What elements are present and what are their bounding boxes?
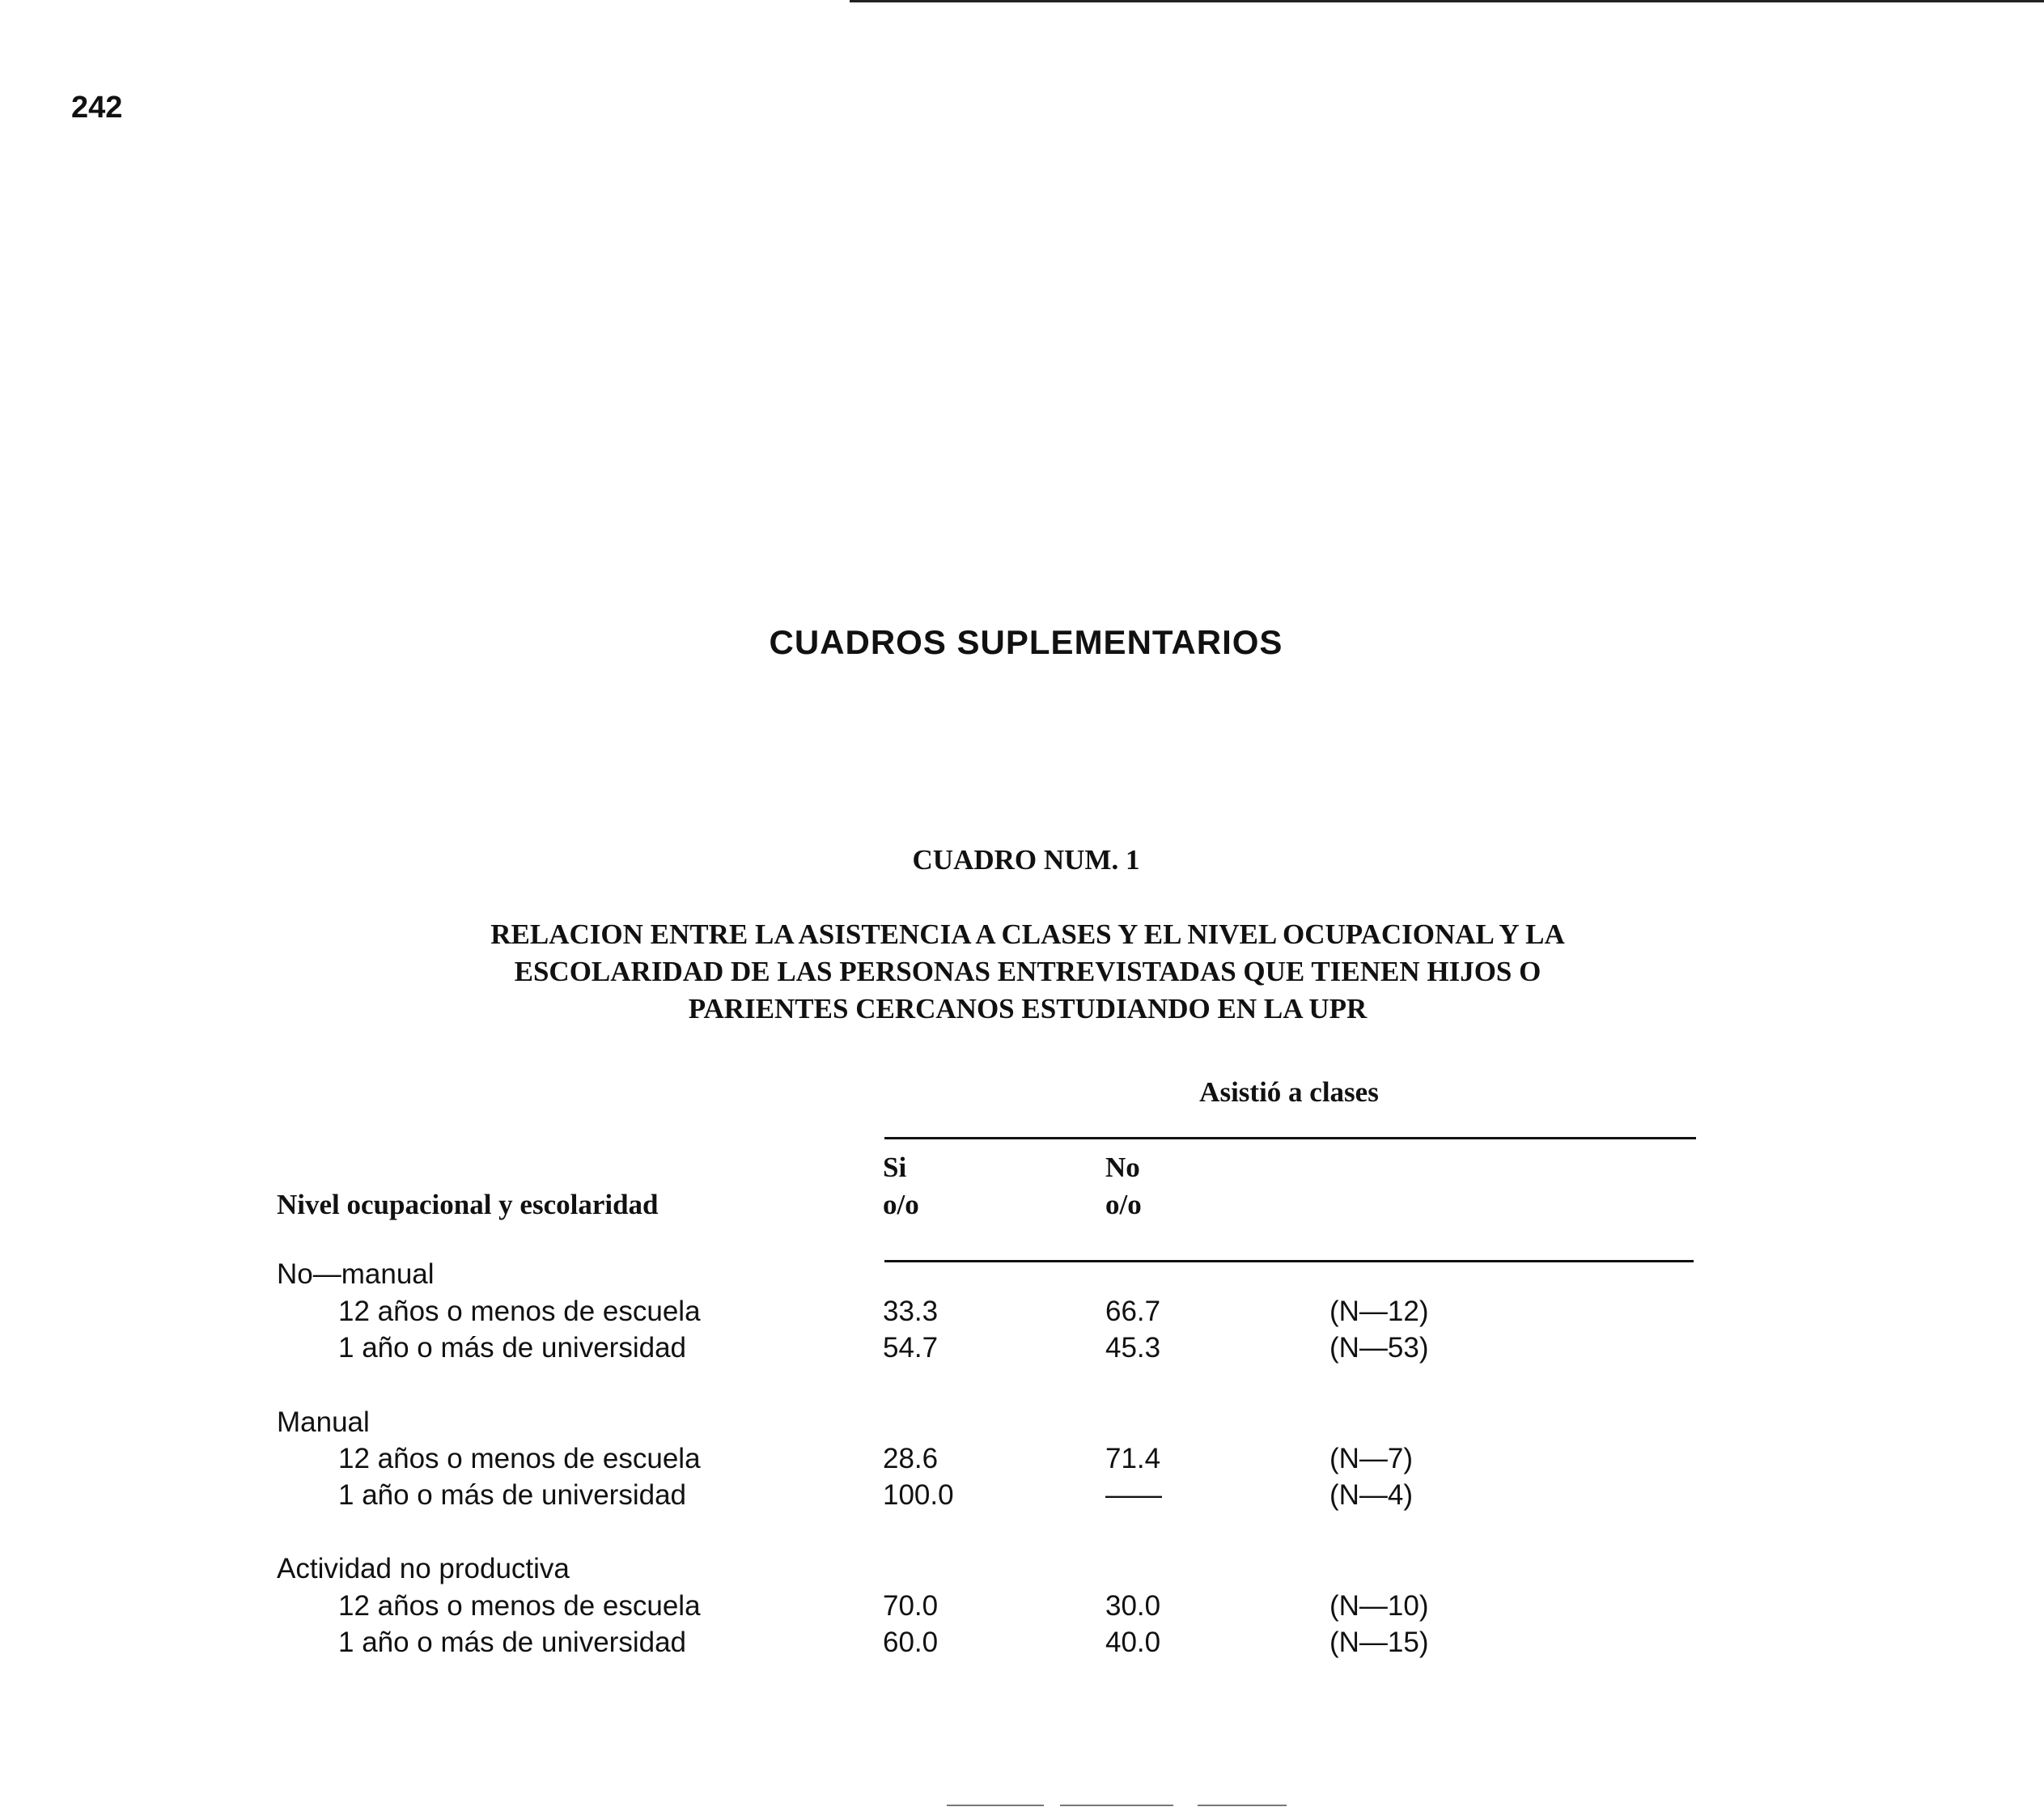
cell-no: 30.0 (1105, 1590, 1161, 1622)
group-label: No—manual (277, 1258, 435, 1290)
cell-si: 54.7 (883, 1332, 939, 1364)
column-header-unit: o/o (1105, 1189, 1142, 1220)
row-label: 1 año o más de universidad (338, 1479, 686, 1511)
cell-n: (N—15) (1329, 1627, 1429, 1658)
table-row (0, 1296, 2044, 1333)
row-label: 12 años o menos de escuela (338, 1443, 701, 1474)
table-row (0, 1590, 2044, 1627)
table-row (0, 1332, 2044, 1369)
table-number: CUADRO NUM. 1 (912, 844, 1140, 876)
cell-no: —— (1105, 1479, 1162, 1511)
row-label: 1 año o más de universidad (338, 1332, 686, 1364)
cell-si: 28.6 (883, 1443, 939, 1474)
table-group-row (0, 1406, 2044, 1444)
table-caption-line: PARIENTES CERCANOS ESTUDIANDO EN LA UPR (688, 993, 1368, 1024)
table-row (0, 1479, 2044, 1516)
cell-n: (N—7) (1329, 1443, 1414, 1474)
cell-si: 70.0 (883, 1590, 939, 1622)
table-caption-line: ESCOLARIDAD DE LAS PERSONAS ENTREVISTADAS QUE TIENEN HIJOS O (514, 956, 1541, 987)
column-header-no (1105, 1149, 1142, 1224)
table-row (0, 1627, 2044, 1664)
column-header-label: No (1105, 1152, 1140, 1183)
table-group-row (0, 1553, 2044, 1590)
cell-si: 33.3 (883, 1296, 939, 1327)
table-row (0, 1443, 2044, 1480)
group-label: Actividad no productiva (277, 1553, 570, 1584)
cell-si: 60.0 (883, 1627, 939, 1658)
cell-no: 45.3 (1105, 1332, 1161, 1364)
scan-artifact (1198, 1805, 1287, 1806)
stub-header: Nivel ocupacional y escolaridad (277, 1189, 659, 1220)
column-group-rule (884, 1137, 1696, 1139)
column-header-label: Si (883, 1152, 907, 1183)
cell-n: (N—12) (1329, 1296, 1429, 1327)
cell-n: (N—53) (1329, 1332, 1429, 1364)
row-label: 12 años o menos de escuela (338, 1590, 701, 1622)
column-header-unit: o/o (883, 1189, 919, 1220)
column-group-header: Asistió a clases (1199, 1076, 1379, 1108)
scan-artifact (947, 1805, 1044, 1806)
group-label: Manual (277, 1406, 370, 1438)
cell-n: (N—10) (1329, 1590, 1429, 1622)
row-label: 12 años o menos de escuela (338, 1296, 701, 1327)
table-caption-line: RELACION ENTRE LA ASISTENCIA A CLASES Y EL NIVEL OCUPACIONAL Y LA (490, 918, 1565, 950)
page-number: 242 (71, 91, 123, 125)
column-header-si (883, 1149, 919, 1224)
page-top-rule (850, 0, 2044, 2)
table-group-row (0, 1258, 2044, 1296)
cell-si: 100.0 (883, 1479, 954, 1511)
cell-no: 71.4 (1105, 1443, 1161, 1474)
section-title: CUADROS SUPLEMENTARIOS (769, 623, 1283, 661)
row-label: 1 año o más de universidad (338, 1627, 686, 1658)
cell-no: 40.0 (1105, 1627, 1161, 1658)
table-caption (307, 916, 1748, 1028)
cell-n: (N—4) (1329, 1479, 1414, 1511)
cell-no: 66.7 (1105, 1296, 1161, 1327)
scan-artifact (1060, 1805, 1173, 1806)
